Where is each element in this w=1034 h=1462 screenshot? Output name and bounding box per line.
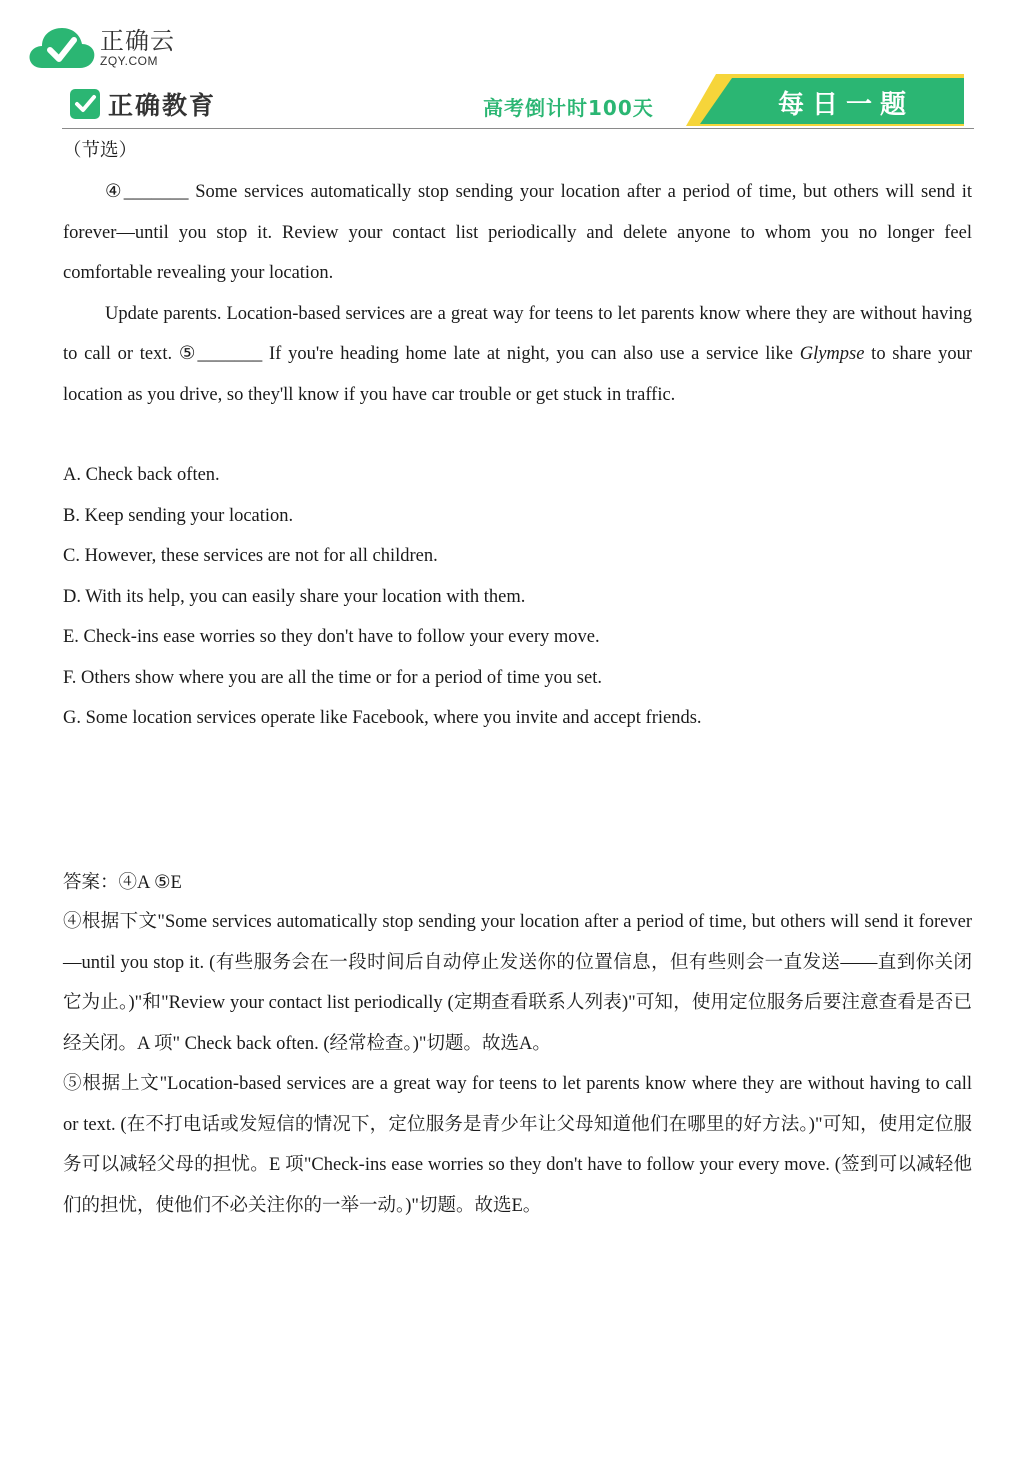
option-f: F. Others show where you are all the time or for a period of time you set. xyxy=(63,667,602,688)
option-d: D. With its help, you can easily share your location with them. xyxy=(63,586,526,607)
checkbox-icon xyxy=(70,89,100,119)
countdown-text: 高考倒计时100天 xyxy=(483,96,654,120)
answer-label: 答案：④A ⑤E xyxy=(63,873,182,893)
explanation-4: ④根据下文"Some services automatically stop sending your location after a period of time, but others will send it forever—until you stop it. (有些服务会在一段时间后自动停止发送你的位置信息，但有些则会一直发送——直到你关闭它为止。)"和"Review your contact list periodically (定期查看联系人列表)"可知，使用定位服务后要注意查看是否已经关闭。A 项" Check back often. (经常检查。)"切题。故选A。 xyxy=(63,912,972,1054)
edu-title: 正确教育 xyxy=(108,91,217,120)
paragraph-5-text-b: to share your location as you drive, so they'll know if you have car trouble or get stuck in traffic. xyxy=(63,344,972,405)
edu-logo xyxy=(70,86,216,122)
explanation-5: ⑤根据上文"Location-based services are a great way for teens to let parents know where they are without having to call or text. (在不打电话或发短信的情况下，定位服务是青少年让父母知道他们在哪里的好方法。)"可知，使用定位服务可以减轻父母的担忧。E 项"Check-ins ease worries so they don't have to follow your every move. (签到可以减轻他们的担忧，使他们不必关注你的一举一动。)"切题。故选E。 xyxy=(63,1074,972,1216)
zqy-logo xyxy=(28,22,175,74)
paragraph-5 xyxy=(63,294,972,416)
app-name-glympse: Glympse xyxy=(799,344,865,364)
brand-name-cn: 正确云 xyxy=(100,27,175,55)
paragraph-5-text-a: Update parents. Location-based services are a great way for teens to let parents know where they are without having to call or text. ⑤_______ If you're heading home late at night, you can also use a service like xyxy=(63,303,972,364)
brand-name-en: ZQY.COM xyxy=(100,54,158,68)
option-c: C. However, these services are not for all children. xyxy=(63,546,438,566)
passage-section xyxy=(63,134,972,739)
excerpt-note: （节选） xyxy=(63,141,138,161)
header-divider xyxy=(62,128,974,129)
daily-question-banner xyxy=(686,74,964,126)
option-e: E. Check-ins ease worries so they don't have to follow your every move. xyxy=(63,627,600,647)
cloud-check-icon xyxy=(28,24,96,72)
answer-section xyxy=(63,864,972,1226)
paragraph-4: ④_______ Some services automatically stop sending your location after a period of time, but others will send it forever—until you stop it. Review your contact list periodically and delete anyone to whom you no longer feel comfortable revealing your location. xyxy=(63,182,972,283)
option-a: A. Check back often. xyxy=(63,465,220,485)
option-g: G. Some location services operate like Facebook, where you invite and accept friends. xyxy=(63,708,702,728)
option-b: B. Keep sending your location. xyxy=(63,505,294,526)
banner-label: 每日一题 xyxy=(778,90,915,120)
